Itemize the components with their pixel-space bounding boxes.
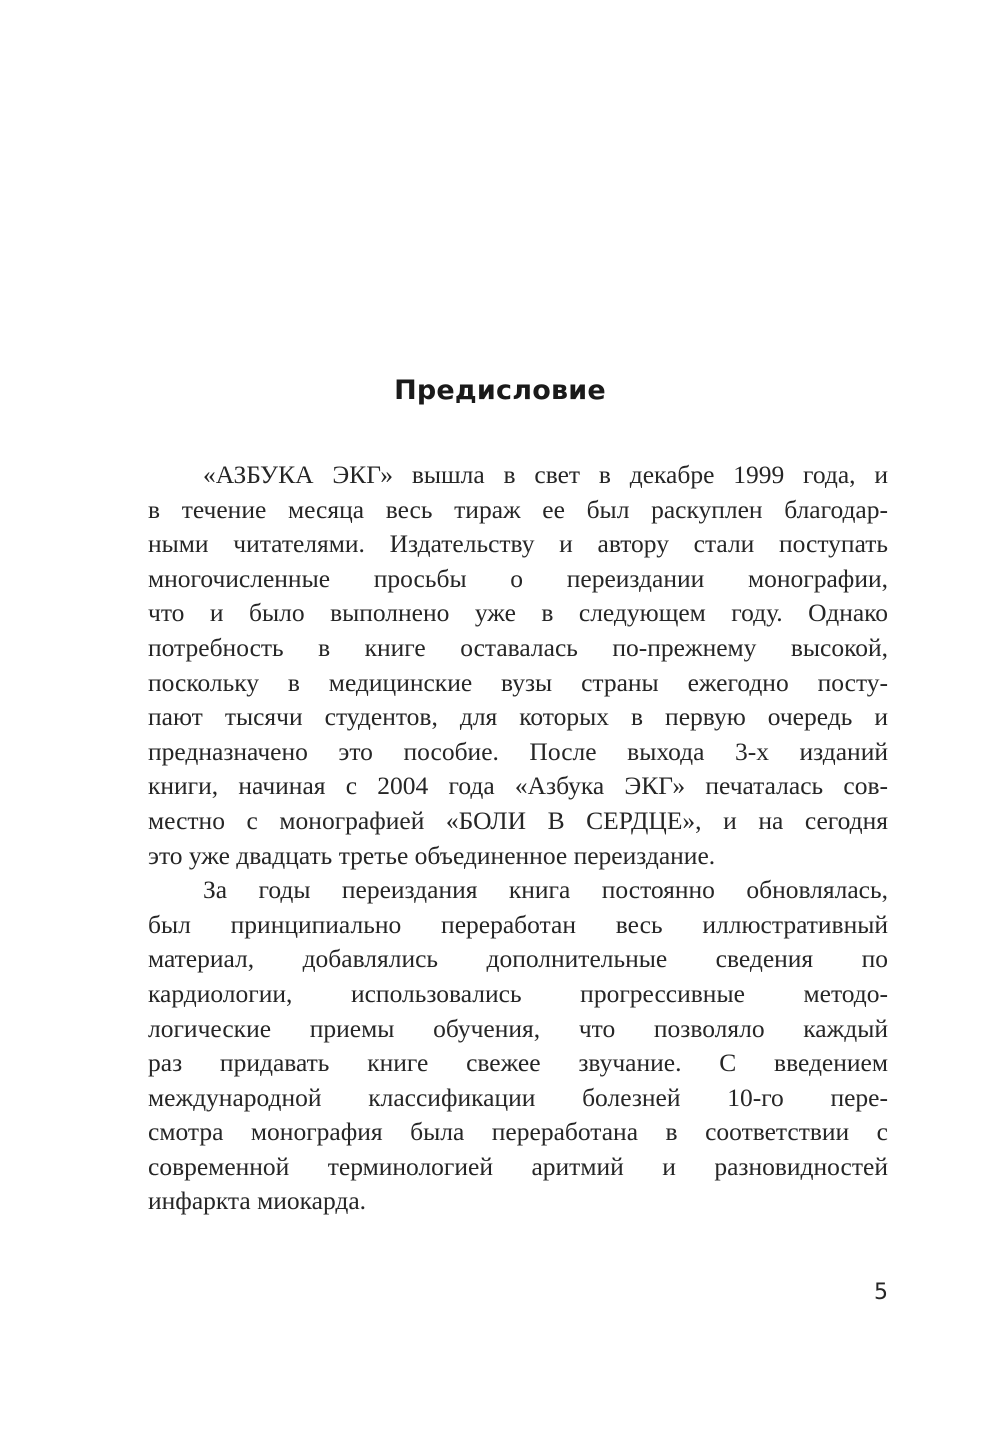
text-line: книги, начиная с 2004 года «Азбука ЭКГ» печаталась сов- (148, 771, 888, 801)
text-line: местно с монографией «БОЛИ В СЕРДЦЕ», и на сегодня (148, 805, 888, 835)
text-line: ными читателями. Издательству и автору стали поступать (148, 529, 888, 559)
text-line: многочисленные просьбы о переиздании монографии, (148, 563, 888, 593)
paragraph-1 (148, 458, 888, 873)
text-line: в течение месяца весь тираж ее был раскуплен благодар- (148, 494, 888, 524)
text-line: современной терминологией аритмий и разновидностей (148, 1151, 888, 1181)
paragraph-2 (148, 873, 888, 1219)
text-line: поскольку в медицинские вузы страны ежегодно посту- (148, 667, 888, 697)
text-line: материал, добавлялись дополнительные сведения по (148, 944, 888, 974)
text-line: кардиологии, использовались прогрессивные методо- (148, 978, 888, 1008)
text-line: инфаркта миокарда. (148, 1186, 367, 1216)
text-line: был принципиально переработан весь иллюстративный (148, 909, 888, 939)
text-line: логические приемы обучения, что позволяло каждый (148, 1013, 888, 1043)
text-line: раз придавать книге свежее звучание. С введением (148, 1048, 888, 1078)
text-line: За годы переиздания книга постоянно обновлялась, (203, 875, 888, 905)
text-line: это уже двадцать третье объединенное переиздание. (148, 840, 716, 870)
text-line: предназначено это пособие. После выхода 3-х изданий (148, 736, 888, 766)
page-number: 5 (874, 1280, 888, 1305)
text-line: «АЗБУКА ЭКГ» вышла в свет в декабре 1999 года, и (203, 460, 888, 489)
text-line: что и было выполнено уже в следующем году. Однако (148, 598, 888, 628)
chapter-heading: Предисловие (394, 375, 606, 406)
text-line: смотра монография была переработана в соответствии с (148, 1117, 888, 1147)
text-line: международной классификации болезней 10-го пере- (148, 1082, 888, 1112)
text-line: потребность в книге оставалась по-прежнему высокой, (148, 632, 888, 662)
body-text (148, 458, 888, 1219)
text-line: пают тысячи студентов, для которых в первую очередь и (148, 702, 888, 732)
